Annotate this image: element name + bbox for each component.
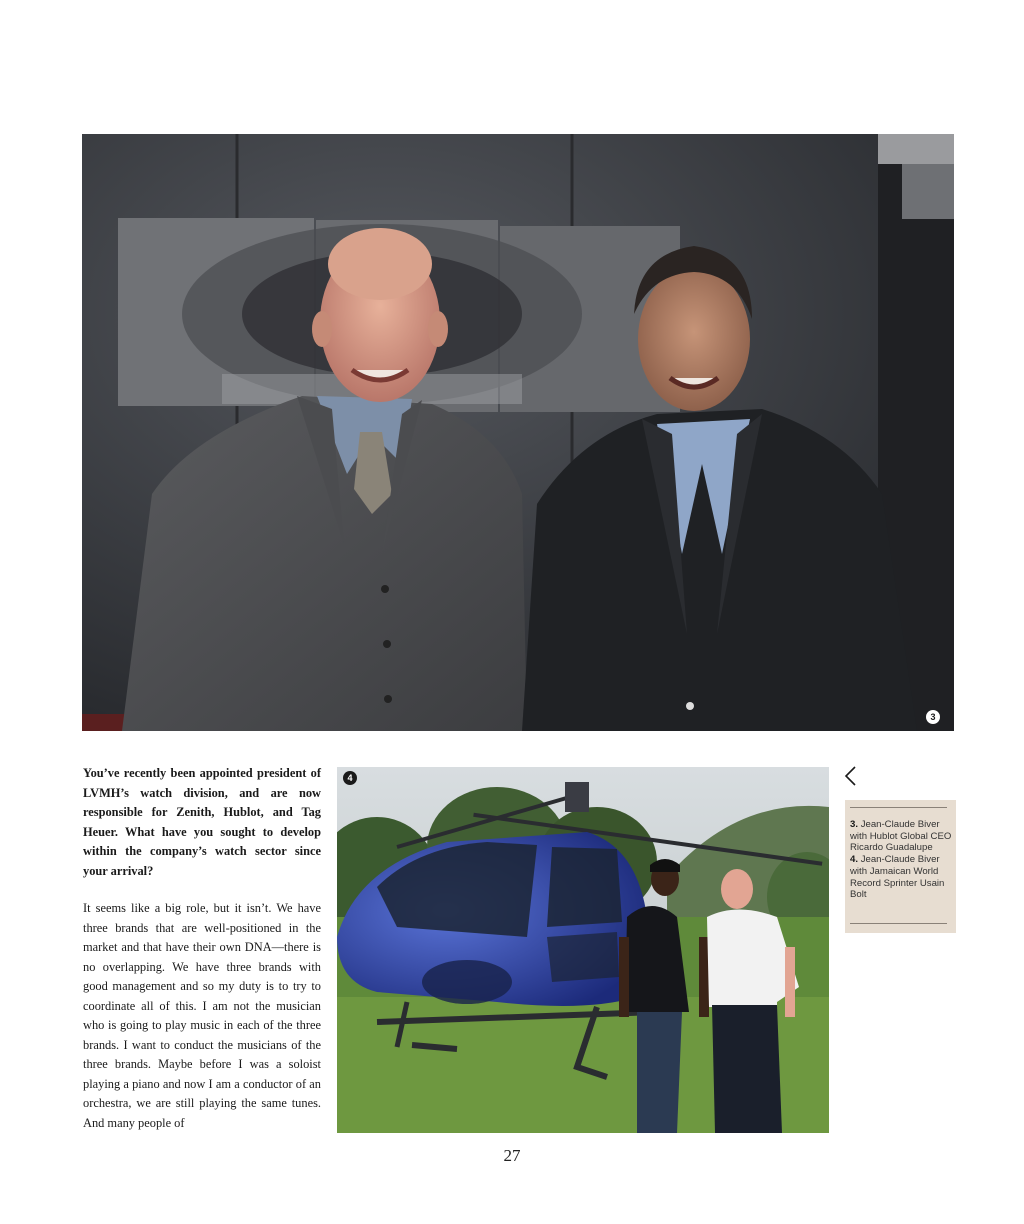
caption-body: Jean-Claude Biver with Jamaican World Record Sprinter Usain Bolt: [850, 854, 945, 901]
interview-answer: It seems like a big role, but it isn’t. We have three brands that are well-positioned in the market and that have their own DNA—there is no overlapping. We have three brands with good management and so my duty is to try to coordinate all of this. I am not the musician who is going to play music in each of the three brands. I want to conduct the musicians of the three brands. Maybe before I was a soloist playing a piano and now I am a conductor of an orchestra, we are still playing the same tunes. And many people of: [83, 901, 321, 1130]
page-number: 27: [503, 1146, 521, 1165]
caption-text: [850, 819, 952, 901]
caption-divider: [850, 807, 947, 808]
caption-item: [850, 819, 952, 854]
chevron-left-icon[interactable]: [842, 765, 860, 787]
interview-question: You’ve recently been appointed president of LVMH’s watch division, and are now responsible for Zenith, Hublot, and Tag Heuer. What have you sought to develop within the company’s watch sector since your arrival?: [83, 766, 321, 878]
caption-item: [850, 854, 952, 901]
photo-biver-bolt-helicopter: [337, 767, 829, 1133]
caption-number: 4.: [850, 854, 859, 866]
photo-biver-guadalupe: [82, 134, 954, 731]
photo-number-badge: 3: [926, 710, 940, 724]
caption-body: Jean-Claude Biver with Hublot Global CEO Ricardo Guadalupe: [850, 819, 952, 854]
caption-number: 3.: [850, 819, 859, 830]
photo-captions: [845, 800, 956, 933]
photo-number-badge: 4: [343, 771, 357, 785]
caption-divider: [850, 923, 947, 924]
